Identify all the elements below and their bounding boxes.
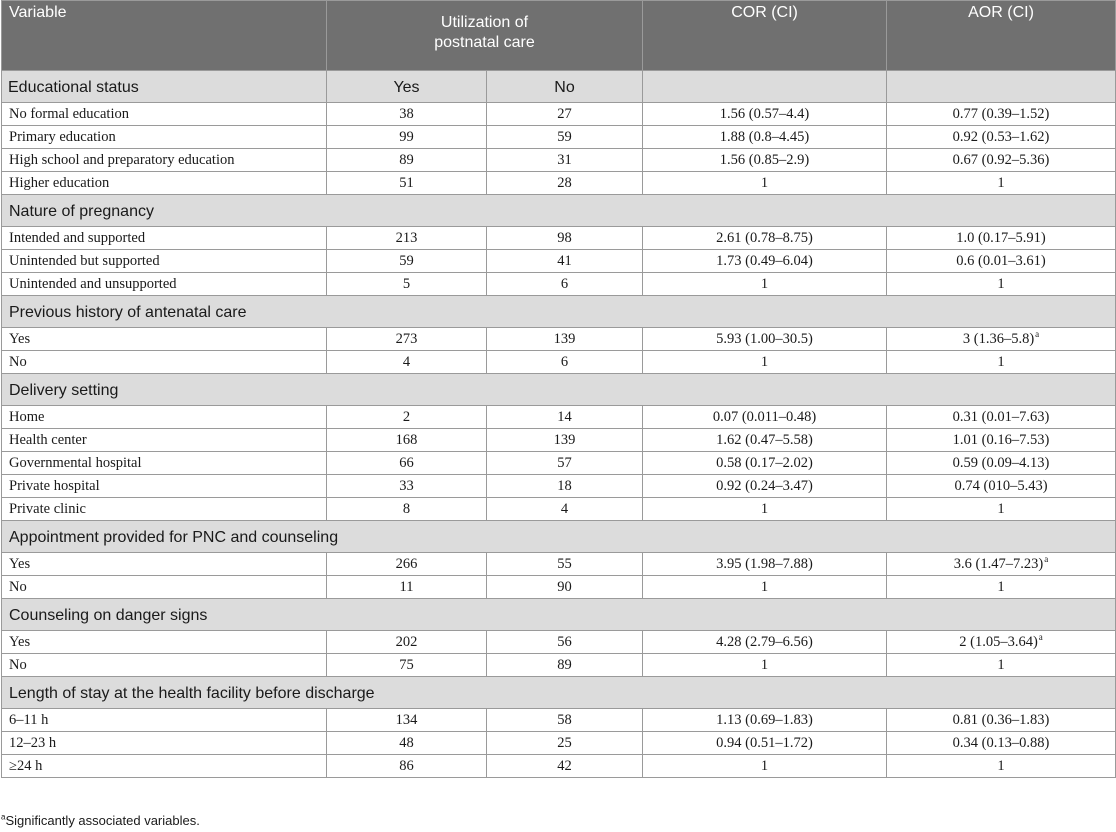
row-label: Health center [2, 429, 327, 452]
row-label: No [2, 351, 327, 374]
header-utilization-line1: Utilization of [440, 14, 529, 31]
row-cor: 1 [643, 351, 887, 374]
row-aor: 0.77 (0.39–1.52) [952, 105, 1050, 122]
row-aor: 0.31 (0.01–7.63) [952, 408, 1050, 425]
row-yes-count: 38 [327, 103, 487, 126]
row-aor-cell [887, 475, 1116, 498]
table-row [2, 654, 1116, 677]
row-aor-cell [887, 351, 1116, 374]
row-label: No [2, 654, 327, 677]
row-cor: 2.61 (0.78–8.75) [643, 227, 887, 250]
row-aor-cell [887, 452, 1116, 475]
header-utilization [327, 1, 643, 71]
row-aor: 0.74 (010–5.43) [954, 477, 1048, 494]
row-yes-count: 134 [327, 709, 487, 732]
row-aor: 1 [997, 500, 1005, 517]
row-label: Yes [2, 553, 327, 576]
row-yes-count: 51 [327, 172, 487, 195]
table-row [2, 149, 1116, 172]
row-cor: 1 [643, 273, 887, 296]
results-table [1, 0, 1116, 778]
table-row [2, 732, 1116, 755]
row-no-count: 58 [487, 709, 643, 732]
table-row [2, 576, 1116, 599]
row-aor-cell [887, 126, 1116, 149]
table-row [2, 755, 1116, 778]
row-aor: 1 [997, 656, 1005, 673]
row-aor: 0.34 (0.13–0.88) [952, 734, 1050, 751]
section-title: Appointment provided for PNC and counseling [2, 521, 1116, 553]
table-row [2, 709, 1116, 732]
table-row [2, 328, 1116, 351]
significance-marker: a [1038, 631, 1043, 642]
row-cor: 4.28 (2.79–6.56) [643, 631, 887, 654]
row-aor-cell [887, 654, 1116, 677]
row-aor-cell [887, 227, 1116, 250]
row-no-count: 31 [487, 149, 643, 172]
row-no-count: 89 [487, 654, 643, 677]
row-no-count: 18 [487, 475, 643, 498]
table-row [2, 475, 1116, 498]
row-label: No [2, 576, 327, 599]
section-row [2, 677, 1116, 709]
row-no-count: 14 [487, 406, 643, 429]
section-row [2, 195, 1116, 227]
row-aor-cell [887, 553, 1116, 576]
section-title: Nature of pregnancy [2, 195, 1116, 227]
row-no-count: 42 [487, 755, 643, 778]
row-label: 12–23 h [2, 732, 327, 755]
row-label: Home [2, 406, 327, 429]
table-row [2, 103, 1116, 126]
row-aor-cell [887, 406, 1116, 429]
row-label: Intended and supported [2, 227, 327, 250]
row-no-count: 56 [487, 631, 643, 654]
section-empty-cell [643, 71, 887, 103]
row-aor-cell [887, 429, 1116, 452]
row-cor: 1 [643, 576, 887, 599]
header-cor: COR (CI) [643, 1, 887, 71]
row-cor: 1.13 (0.69–1.83) [643, 709, 887, 732]
row-aor: 0.59 (0.09–4.13) [952, 454, 1050, 471]
row-label: Private hospital [2, 475, 327, 498]
row-aor-cell [887, 250, 1116, 273]
row-cor: 5.93 (1.00–30.5) [643, 328, 887, 351]
row-aor-cell [887, 172, 1116, 195]
row-no-count: 90 [487, 576, 643, 599]
row-no-count: 139 [487, 429, 643, 452]
row-no-count: 28 [487, 172, 643, 195]
section-row [2, 599, 1116, 631]
row-label: Unintended and unsupported [2, 273, 327, 296]
header-variable: Variable [2, 1, 327, 71]
table-row [2, 273, 1116, 296]
row-yes-count: 86 [327, 755, 487, 778]
row-yes-count: 5 [327, 273, 487, 296]
significance-marker: a [1044, 553, 1049, 564]
row-cor: 1 [643, 654, 887, 677]
row-aor: 0.6 (0.01–3.61) [956, 252, 1046, 269]
row-aor: 1 [997, 578, 1005, 595]
table-row [2, 498, 1116, 521]
table-row [2, 429, 1116, 452]
row-yes-count: 4 [327, 351, 487, 374]
table-header-row [2, 1, 1116, 71]
row-label: Private clinic [2, 498, 327, 521]
row-aor-cell [887, 328, 1116, 351]
row-label: Unintended but supported [2, 250, 327, 273]
row-no-count: 41 [487, 250, 643, 273]
table-row [2, 631, 1116, 654]
table-row [2, 553, 1116, 576]
row-yes-count: 33 [327, 475, 487, 498]
row-yes-count: 89 [327, 149, 487, 172]
row-cor: 3.95 (1.98–7.88) [643, 553, 887, 576]
row-no-count: 4 [487, 498, 643, 521]
table-row [2, 406, 1116, 429]
row-cor: 1 [643, 172, 887, 195]
section-title: Educational status [2, 71, 327, 103]
row-label: Primary education [2, 126, 327, 149]
row-no-count: 98 [487, 227, 643, 250]
section-row [2, 296, 1116, 328]
row-aor: 1.01 (0.16–7.53) [952, 431, 1050, 448]
row-yes-count: 59 [327, 250, 487, 273]
row-aor-cell [887, 576, 1116, 599]
header-aor: AOR (CI) [887, 1, 1116, 71]
row-aor: 1 [997, 353, 1005, 370]
section-row [2, 374, 1116, 406]
row-aor-cell [887, 103, 1116, 126]
row-yes-count: 213 [327, 227, 487, 250]
row-label: No formal education [2, 103, 327, 126]
section-empty-cell [887, 71, 1116, 103]
table-row [2, 250, 1116, 273]
row-cor: 1 [643, 498, 887, 521]
row-cor: 1.73 (0.49–6.04) [643, 250, 887, 273]
subheader-no: No [487, 71, 643, 103]
row-label: ≥24 h [2, 755, 327, 778]
row-cor: 1 [643, 755, 887, 778]
row-aor: 1 [997, 174, 1005, 191]
row-no-count: 6 [487, 351, 643, 374]
row-aor: 3 (1.36–5.8) [962, 330, 1035, 347]
row-cor: 1.56 (0.85–2.9) [643, 149, 887, 172]
row-aor: 3.6 (1.47–7.23) [953, 555, 1044, 572]
section-title: Length of stay at the health facility before discharge [2, 677, 1116, 709]
row-cor: 0.07 (0.011–0.48) [643, 406, 887, 429]
row-no-count: 55 [487, 553, 643, 576]
row-no-count: 57 [487, 452, 643, 475]
row-aor-cell [887, 709, 1116, 732]
row-yes-count: 99 [327, 126, 487, 149]
row-aor: 0.67 (0.92–5.36) [952, 151, 1050, 168]
row-yes-count: 11 [327, 576, 487, 599]
section-row [2, 521, 1116, 553]
row-label: 6–11 h [2, 709, 327, 732]
table-row [2, 227, 1116, 250]
row-aor: 0.81 (0.36–1.83) [952, 711, 1050, 728]
table-body [2, 71, 1116, 778]
row-yes-count: 202 [327, 631, 487, 654]
subheader-yes: Yes [327, 71, 487, 103]
row-aor-cell [887, 755, 1116, 778]
row-yes-count: 266 [327, 553, 487, 576]
row-cor: 0.92 (0.24–3.47) [643, 475, 887, 498]
row-label: High school and preparatory education [2, 149, 327, 172]
row-label: Higher education [2, 172, 327, 195]
row-yes-count: 273 [327, 328, 487, 351]
row-cor: 0.94 (0.51–1.72) [643, 732, 887, 755]
row-aor: 2 (1.05–3.64) [959, 633, 1038, 650]
header-utilization-line2: postnatal care [434, 34, 535, 51]
row-yes-count: 75 [327, 654, 487, 677]
row-no-count: 139 [487, 328, 643, 351]
row-no-count: 25 [487, 732, 643, 755]
row-cor: 1.62 (0.47–5.58) [643, 429, 887, 452]
significance-marker: a [1035, 328, 1040, 339]
row-aor: 1 [997, 275, 1005, 292]
row-cor: 0.58 (0.17–2.02) [643, 452, 887, 475]
row-aor-cell [887, 149, 1116, 172]
table-row [2, 351, 1116, 374]
row-aor: 1.0 (0.17–5.91) [956, 229, 1046, 246]
row-cor: 1.88 (0.8–4.45) [643, 126, 887, 149]
section-title: Counseling on danger signs [2, 599, 1116, 631]
table-footnote [1, 813, 200, 828]
row-label: Governmental hospital [2, 452, 327, 475]
section-title: Delivery setting [2, 374, 1116, 406]
table-row [2, 452, 1116, 475]
row-yes-count: 168 [327, 429, 487, 452]
row-yes-count: 2 [327, 406, 487, 429]
table-row [2, 172, 1116, 195]
row-aor-cell [887, 631, 1116, 654]
section-title: Previous history of antenatal care [2, 296, 1116, 328]
row-yes-count: 66 [327, 452, 487, 475]
section-row [2, 71, 1116, 103]
row-aor-cell [887, 732, 1116, 755]
row-label: Yes [2, 631, 327, 654]
table-row [2, 126, 1116, 149]
row-yes-count: 48 [327, 732, 487, 755]
footnote-marker: a [1, 812, 6, 822]
footnote-text: Significantly associated variables. [5, 813, 200, 828]
row-aor-cell [887, 498, 1116, 521]
row-aor: 0.92 (0.53–1.62) [952, 128, 1050, 145]
row-aor: 1 [997, 757, 1005, 774]
row-aor-cell [887, 273, 1116, 296]
row-no-count: 6 [487, 273, 643, 296]
row-yes-count: 8 [327, 498, 487, 521]
row-cor: 1.56 (0.57–4.4) [643, 103, 887, 126]
row-no-count: 27 [487, 103, 643, 126]
row-no-count: 59 [487, 126, 643, 149]
row-label: Yes [2, 328, 327, 351]
